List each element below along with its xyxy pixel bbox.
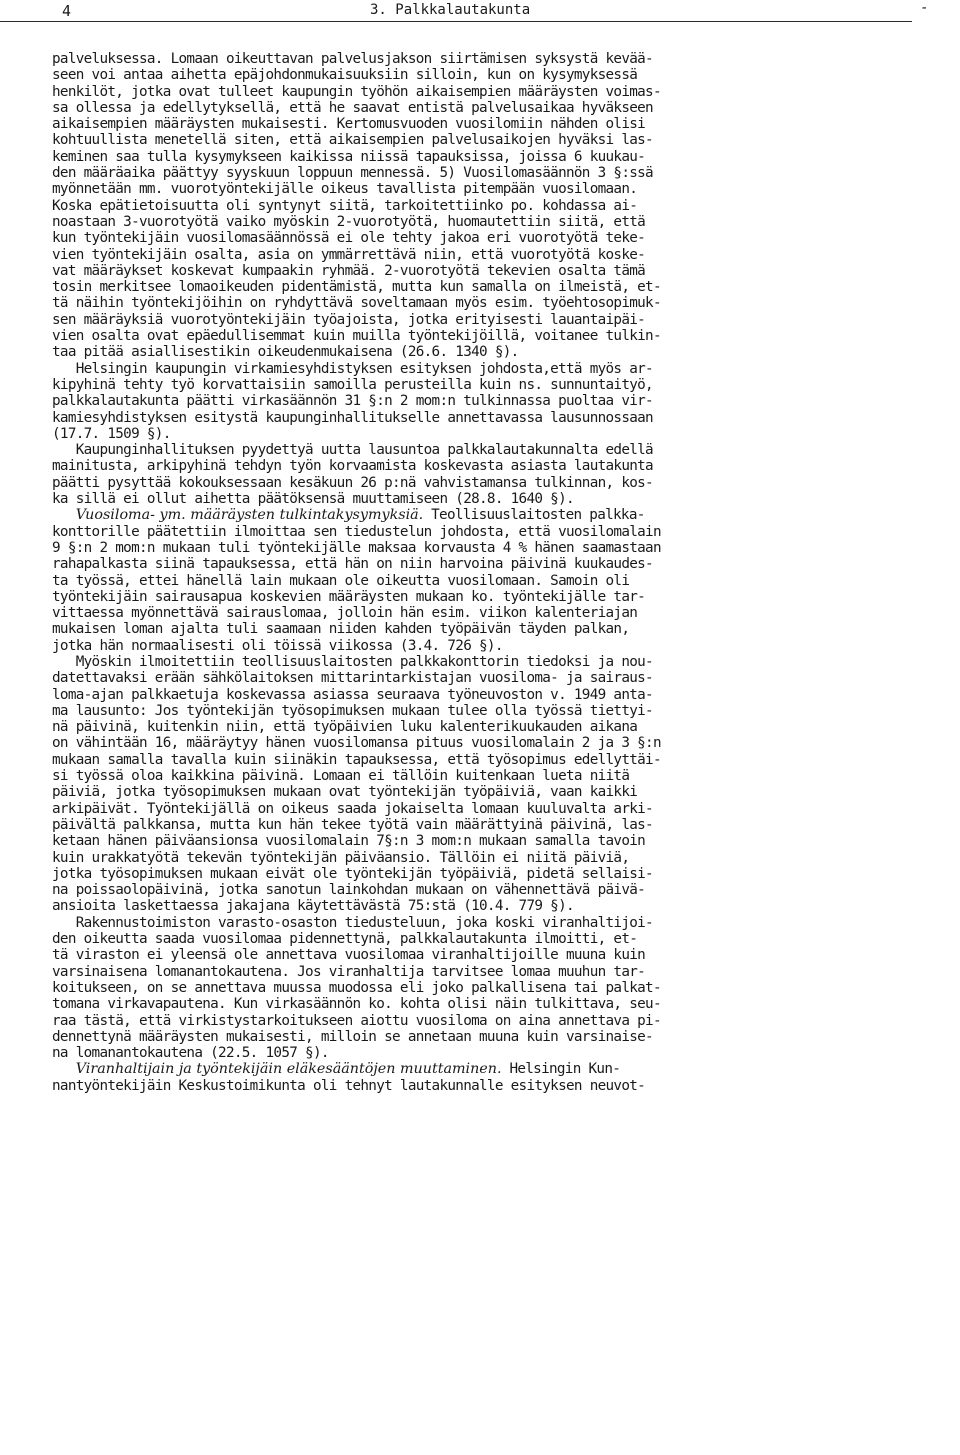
page-number: 4	[62, 2, 72, 20]
text-run: tosin merkitsee lomaoikeuden pidentämistä, mutta kun samalla on ilmeistä, et-	[52, 279, 661, 296]
text-line	[52, 165, 932, 181]
text-run: Myöskin ilmoitettiin teollisuuslaitosten palkkakonttorin tiedoksi ja nou-	[52, 653, 653, 670]
text-line	[52, 507, 932, 523]
text-run: tomana virkavapautena. Kun virkasäännön ko. kohta olisi näin tulkittava, seu-	[52, 996, 661, 1013]
text-line	[52, 100, 932, 116]
text-line	[52, 735, 932, 751]
text-run: kun työntekijäin vuosilomasäännössä ei ole tehty jakoa eri vuorotyötä teke-	[52, 230, 646, 247]
text-line	[52, 573, 932, 589]
text-line	[52, 116, 932, 132]
page-header	[0, 0, 960, 22]
text-run: vittaessa myönnettävä sairauslomaa, jolloin hän esim. viikon kalenteriajan	[52, 605, 638, 622]
text-run: mukaisen loman ajalta tuli saamaan niiden kahden työpäivän täyden palkan,	[52, 621, 630, 638]
text-line	[52, 393, 932, 409]
text-run: tä näihin työntekijöihin on ryhdyttävä soveltamaan myös esim. työehtosopimuk-	[52, 295, 661, 312]
text-line	[52, 654, 932, 670]
text-line	[52, 410, 932, 426]
text-line	[52, 1045, 932, 1061]
italic-heading: Viranhaltijain ja työntekijäin eläkesääntöjen muuttaminen.	[75, 1061, 502, 1078]
text-line	[52, 1061, 932, 1077]
text-line	[52, 638, 932, 654]
text-run: Rakennustoimiston varasto-osaston tiedusteluun, joka koski viranhaltijoi-	[52, 914, 653, 931]
text-run: na lomanantokautena (22.5. 1057 §).	[52, 1045, 329, 1062]
text-line	[52, 84, 932, 100]
text-run: Helsingin kaupungin virkamiesyhdistyksen esityksen johdosta,että myös ar-	[52, 360, 653, 377]
text-line	[52, 605, 932, 621]
text-run: mainitusta, arkipyhinä tehdyn työn korvaamista koskevasta asiasta lautakunta	[52, 458, 653, 475]
text-line	[52, 768, 932, 784]
text-line	[52, 670, 932, 686]
text-line	[52, 752, 932, 768]
text-run: kuin urakkatyötä tekevän työntekijän päiväansio. Tällöin ei niitä päiviä,	[52, 849, 630, 866]
text-run: vien osalta ovat epäedullisemmat kuin muilla työntekijöillä, voitanee tulkin-	[52, 328, 661, 345]
text-line	[52, 947, 932, 963]
text-line	[52, 524, 932, 540]
text-line	[52, 312, 932, 328]
text-run: jotka työsopimuksen mukaan eivät ole työntekijän työpäiviä, pidetä sellaisi-	[52, 865, 653, 882]
corner-mark: -	[920, 0, 929, 16]
text-run: nantyöntekijäin Keskustoimikunta oli tehnyt lautakunnalle esityksen neuvot-	[52, 1077, 646, 1094]
text-line	[52, 230, 932, 246]
text-line	[52, 247, 932, 263]
text-run: ketaan hänen päiväansionsa vuosilomalain 7§:n 3 mom:n mukaan samalla tavoin	[52, 833, 646, 850]
text-line	[52, 344, 932, 360]
text-line	[52, 426, 932, 442]
text-line	[52, 817, 932, 833]
text-line	[52, 279, 932, 295]
text-line	[52, 214, 932, 230]
text-run: si työssä oloa kaikkina päivinä. Lomaan ei tällöin kuitenkaan lueta niitä	[52, 768, 630, 785]
text-run: palkkalautakunta päätti virkasäännön 31 §:n 2 mom:n tulkinnassa puoltaa vir-	[52, 393, 653, 410]
text-run: 9 §:n 2 mom:n mukaan tuli työntekijälle maksaa korvausta 4 % hänen saamastaan	[52, 539, 661, 556]
text-line	[52, 801, 932, 817]
text-run: den oikeutta saada vuosilomaa pidennettynä, palkkalautakunta ilmoitti, et-	[52, 931, 638, 948]
text-line	[52, 703, 932, 719]
text-line	[52, 1078, 932, 1094]
text-run: päiviä, jotka työsopimuksen mukaan ovat työntekijän työpäiviä, vaan kaikki	[52, 784, 638, 801]
text-run: den määräaika päättyy syyskuun loppuun mennessä. 5) Vuosilomasäännön 3 §:ssä	[52, 165, 653, 182]
text-line	[52, 377, 932, 393]
text-line	[52, 980, 932, 996]
text-run: konttorille päätettiin ilmoittaa sen tiedustelun johdosta, että vuosilomalain	[52, 523, 661, 540]
text-run: Teollisuuslaitosten palkka-	[423, 507, 645, 524]
text-run: Kaupunginhallituksen pyydettyä uutta lausuntoa palkkalautakunnalta edellä	[52, 442, 653, 459]
text-run: loma-ajan palkkaetuja koskevassa asiassa seuraava työneuvoston v. 1949 anta-	[52, 686, 653, 703]
text-line	[52, 149, 932, 165]
text-line	[52, 361, 932, 377]
text-line	[52, 719, 932, 735]
text-run: henkilöt, jotka ovat tulleet kaupungin työhön aikaisempien määräysten voimas-	[52, 83, 661, 100]
text-line	[52, 621, 932, 637]
text-run: tä viraston ei yleensä ole annettava vuosilomaa viranhaltijoille muuna kuin	[52, 947, 646, 964]
text-run: datettavaksi erään sähkölaitoksen mittarintarkistajan vuosiloma- ja sairaus-	[52, 670, 653, 687]
text-line	[52, 882, 932, 898]
text-run: kohtuullista menetellä siten, että aikaisempien palvelusaikojen hyväksi las-	[52, 132, 653, 149]
text-run: työntekijäin sairausapua koskevien määräysten mukaan ko. työntekijälle tar-	[52, 588, 646, 605]
italic-heading: Vuosiloma- ym. määräysten tulkintakysymyksiä.	[75, 507, 424, 524]
text-run: (17.7. 1509 §).	[52, 425, 171, 442]
text-line	[52, 263, 932, 279]
text-run: taa pitää asiallisestikin oikeudenmukaisena (26.6. 1340 §).	[52, 344, 519, 361]
header-rule	[0, 21, 912, 22]
text-run: keminen saa tulla kysymykseen kaikissa niissä tapauksissa, joissa 6 kuukau-	[52, 148, 646, 165]
text-run: vat määräykset koskevat kumpaakin ryhmää. 2-vuorotyötä tekevien osalta tämä	[52, 262, 646, 279]
text-line	[52, 181, 932, 197]
text-run: päätti pysyttää kokouksessaan kesäkuun 26 p:nä vahvistamansa tulkinnan, kos-	[52, 474, 653, 491]
text-run: jotka hän normaalisesti oli töissä viikossa (3.4. 726 §).	[52, 637, 503, 654]
text-line	[52, 475, 932, 491]
text-line	[52, 866, 932, 882]
text-run: nä päivinä, kuitenkin niin, että työpäivien luku kalenterikuukauden aikana	[52, 719, 638, 736]
text-run: ma lausunto: Jos työntekijän työsopimuksen mukaan tulee olla työssä tiettyi-	[52, 702, 653, 719]
text-line	[52, 442, 932, 458]
text-run: arkipäivät. Työntekijällä on oikeus saada jokaiselta lomaan kuuluvalta arki-	[52, 800, 653, 817]
text-run: sa ollessa ja edellytyksellä, että he saavat entistä palvelusaikaa hyväkseen	[52, 99, 653, 116]
text-line	[52, 996, 932, 1012]
text-run: kamiesyhdistyksen esitystä kaupunginhallitukselle annettavassa lausunnossaan	[52, 409, 653, 426]
text-run: na poissaolopäivinä, jotka sanotun lainkohdan mukaan on vähennettävä päivä-	[52, 882, 646, 899]
text-run: kipyhinä tehty työ korvattaisiin samoilla perusteilla kuin ns. sunnuntaityö,	[52, 376, 653, 393]
text-run: seen voi antaa aihetta epäjohdonmukaisuuksiin silloin, kun on kysymyksessä	[52, 67, 638, 84]
text-line	[52, 784, 932, 800]
text-run: koitukseen, on se annettava muussa muodossa eli joko palkallisena tai palkat-	[52, 979, 661, 996]
text-line	[52, 198, 932, 214]
text-run: päivältä palkkansa, mutta kun hän tekee työtä vain määrättyinä päivinä, las-	[52, 816, 653, 833]
text-run: ansioita laskettaessa jakajana käytettävästä 75:stä (10.4. 779 §).	[52, 898, 574, 915]
text-run: ta työssä, ettei hänellä lain mukaan ole oikeutta vuosilomaan. Samoin oli	[52, 572, 630, 589]
text-run: palveluksessa. Lomaan oikeuttavan palvelusjakson siirtämisen syksystä kevää-	[52, 51, 653, 67]
text-line	[52, 295, 932, 311]
text-run: ka sillä ei ollut aihetta päätöksensä muuttamiseen (28.8. 1640 §).	[52, 491, 574, 508]
text-run: mukaan samalla tavalla kuin siinäkin tapauksessa, että työsopimus edellyttäi-	[52, 751, 661, 768]
running-title: 3. Palkkalautakunta	[370, 2, 531, 18]
text-run	[52, 507, 76, 523]
text-run: aikaisempien määräysten mukaisesti. Kertomusvuoden vuosilomiin nähden olisi	[52, 116, 646, 133]
text-run: dennettynä määräysten mukaisesti, milloin se annetaan muuna kuin varsinaise-	[52, 1028, 653, 1045]
text-line	[52, 67, 932, 83]
text-line	[52, 458, 932, 474]
text-run: on vähintään 16, määräytyy hänen vuosilomansa pituus vuosilomalain 2 ja 3 §:n	[52, 735, 661, 752]
text-line	[52, 328, 932, 344]
text-run: Koska epätietoisuutta oli syntynyt siitä, tarkoitettiinko po. kohdassa ai-	[52, 197, 638, 214]
text-line	[52, 931, 932, 947]
text-run: sen määräyksiä vuorotyöntekijäin työajoista, jotka erityisesti lauantaipäi-	[52, 311, 646, 328]
text-line	[52, 898, 932, 914]
text-run: rahapalkasta siinä tapauksessa, että hän on niin harvoina päivinä kuukaudes-	[52, 556, 653, 573]
text-line	[52, 964, 932, 980]
text-line	[52, 556, 932, 572]
text-line	[52, 51, 932, 67]
text-line	[52, 915, 932, 931]
text-run	[52, 1061, 76, 1077]
text-run: Helsingin Kun-	[501, 1061, 621, 1078]
text-run: vien työntekijäin osalta, asia on ymmärrettävä niin, että vuorotyötä koske-	[52, 246, 646, 263]
text-line	[52, 491, 932, 507]
text-run: myönnetään mm. vuorotyöntekijälle oikeus tavallista pitempään vuosilomaan.	[52, 181, 638, 198]
text-line	[52, 687, 932, 703]
text-line	[52, 1029, 932, 1045]
text-line	[52, 540, 932, 556]
text-run: noastaan 3-vuorotyötä vaiko myöskin 2-vuorotyötä, huomautettiin siitä, että	[52, 213, 646, 230]
text-run: raa tästä, että virkistystarkoitukseen aiottu vuosiloma on aina annettava pi-	[52, 1012, 661, 1029]
text-line	[52, 1013, 932, 1029]
text-line	[52, 850, 932, 866]
text-run: varsinaisena lomanantokautena. Jos viranhaltija tarvitsee lomaa muuhun tar-	[52, 963, 646, 980]
body-text	[52, 51, 932, 1094]
text-line	[52, 589, 932, 605]
text-line	[52, 833, 932, 849]
text-line	[52, 132, 932, 148]
